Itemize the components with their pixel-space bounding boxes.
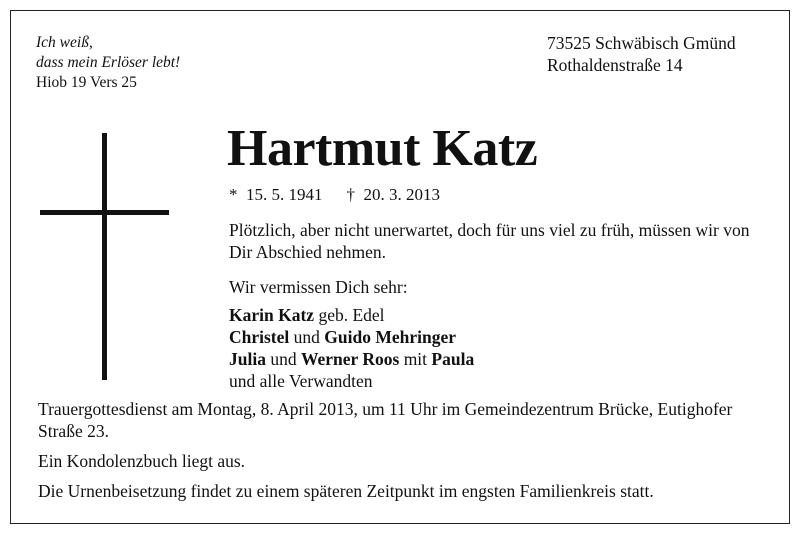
urn-burial-notice: Die Urnenbeisetzung findet zu einem späteren Zeitpunkt im engsten Familienkreis statt.: [38, 481, 654, 501]
mourner-name: Christel: [229, 327, 290, 347]
mourner-detail: geb. Edel: [318, 305, 385, 325]
mourner-name: Paula: [431, 349, 475, 369]
mourner-joiner: und: [270, 349, 297, 369]
cross-icon: [102, 133, 107, 380]
family-address: [547, 32, 736, 76]
mourner-line: [229, 348, 474, 370]
mourners-list: [229, 276, 474, 392]
notices: [38, 398, 778, 510]
life-dates: [229, 184, 440, 206]
condolence-book-notice: Ein Kondolenzbuch liegt aus.: [38, 451, 246, 471]
cross-icon-bar: [40, 210, 169, 215]
verse-line-1: Ich weiß,: [36, 34, 93, 51]
mourner-line: und alle Verwandten: [229, 371, 373, 391]
deceased-name: Hartmut Katz: [227, 120, 538, 177]
address-city: 73525 Schwäbisch Gmünd: [547, 33, 736, 53]
mourner-joiner: und: [293, 327, 320, 347]
death-date: 20. 3. 2013: [363, 185, 440, 204]
death-symbol: †: [346, 185, 355, 204]
mourner-joiner: mit: [403, 349, 428, 369]
mourner-line: [229, 326, 474, 348]
mourner-name: Karin Katz: [229, 305, 315, 325]
bible-verse: [36, 33, 180, 93]
verse-line-2: dass mein Erlöser lebt!: [36, 54, 181, 71]
mourners-intro: Wir vermissen Dich sehr:: [229, 277, 408, 297]
mourner-name: Julia: [229, 349, 266, 369]
farewell-message: Plötzlich, aber nicht unerwartet, doch für uns viel zu früh, müssen wir von Dir Abschied nehmen.: [229, 220, 750, 262]
mourner-line: [229, 304, 474, 326]
mourner-name: Werner Roos: [300, 349, 400, 369]
address-street: Rothaldenstraße 14: [547, 55, 683, 75]
birth-date: 15. 5. 1941: [246, 185, 323, 204]
mourner-name: Guido Mehringer: [324, 327, 457, 347]
birth-symbol: *: [229, 185, 238, 204]
funeral-service-notice: Trauergottesdienst am Montag, 8. April 2013, um 11 Uhr im Gemeindezentrum Brücke, Eutighofer Straße 23.: [38, 399, 733, 441]
verse-reference: Hiob 19 Vers 25: [36, 74, 137, 91]
